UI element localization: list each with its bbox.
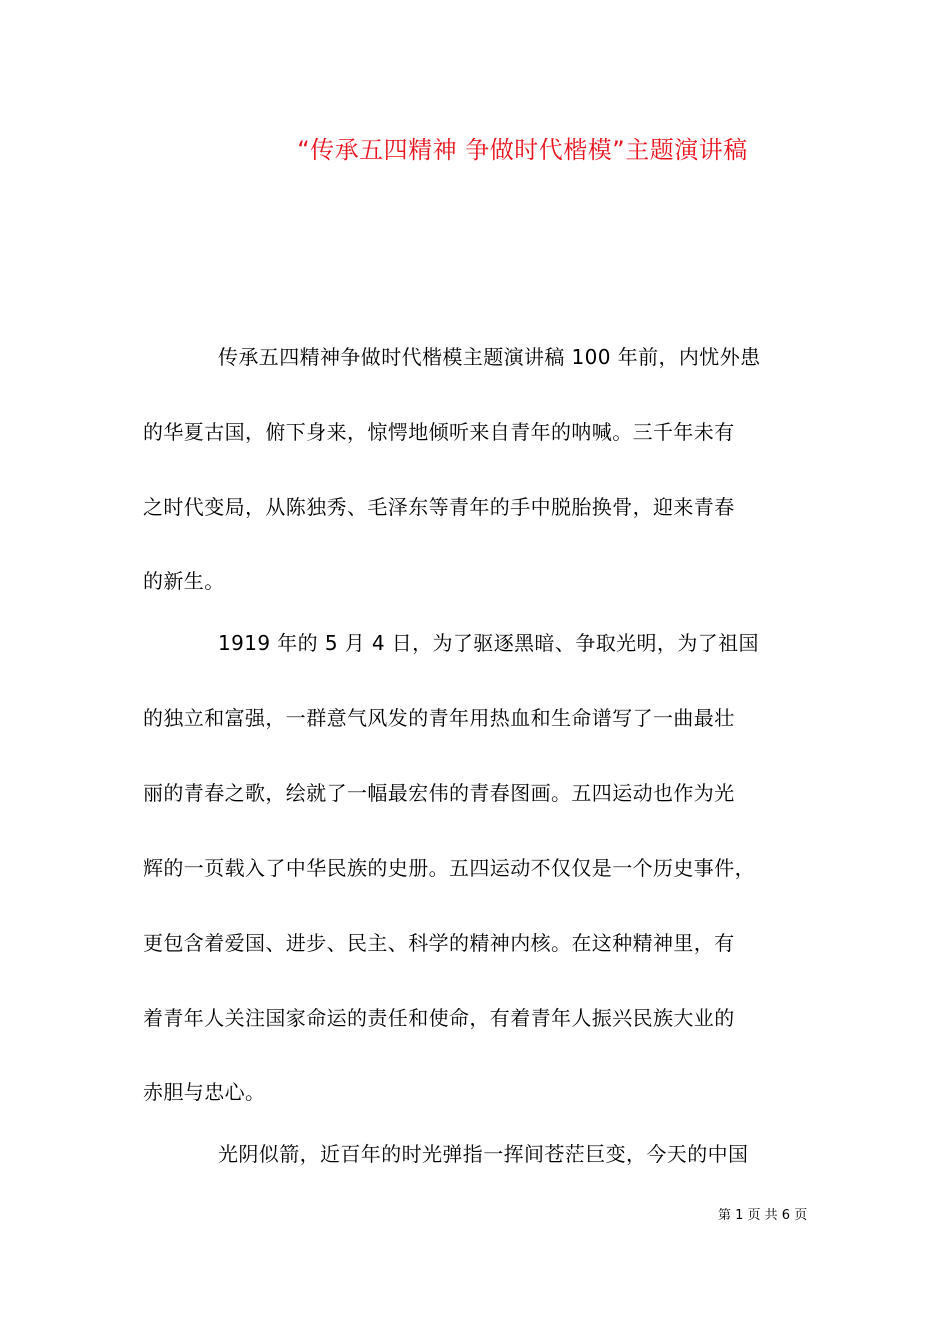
document-title: “传承五四精神 争做时代楷模”主题演讲稿: [297, 136, 748, 164]
paragraph-line: 光阴似箭，近百年的时光弹指一挥间苍茫巨变，今天的中国: [218, 1142, 749, 1166]
paragraph-line: 赤胆与忠心。: [143, 1080, 266, 1104]
paragraph-line: 的新生。: [143, 569, 225, 593]
paragraph-line: 传承五四精神争做时代楷模主题演讲稿 100 年前，内忧外患: [218, 345, 761, 369]
paragraph-line: 辉的一页载入了中华民族的史册。五四运动不仅仅是一个历史事件，: [143, 856, 755, 880]
page-number: 第 1 页 共 6 页: [718, 1208, 808, 1223]
paragraph-line: 着青年人关注国家命运的责任和使命，有着青年人振兴民族大业的: [143, 1006, 735, 1030]
paragraph-line: 1919 年的 5 月 4 日，为了驱逐黑暗、争取光明，为了祖国: [218, 631, 759, 655]
paragraph-line: 丽的青春之歌，绘就了一幅最宏伟的青春图画。五四运动也作为光: [143, 781, 735, 805]
paragraph-line: 的独立和富强，一群意气风发的青年用热血和生命谱写了一曲最壮: [143, 706, 735, 730]
paragraph-line: 的华夏古国，俯下身来，惊愕地倾听来自青年的呐喊。三千年未有: [143, 420, 735, 444]
paragraph-line: 之时代变局，从陈独秀、毛泽东等青年的手中脱胎换骨，迎来青春: [143, 495, 735, 519]
paragraph-line: 更包含着爱国、进步、民主、科学的精神内核。在这种精神里，有: [143, 931, 735, 955]
